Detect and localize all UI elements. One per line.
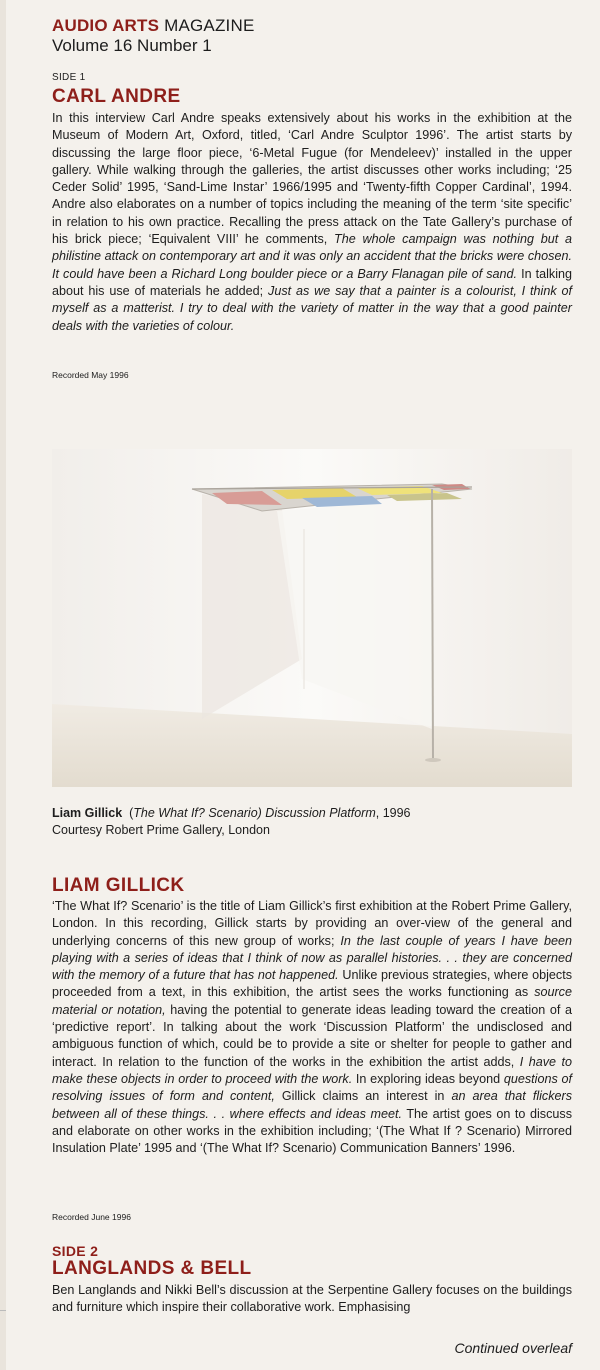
masthead	[52, 16, 254, 56]
text-run: The artist goes on to discuss and elaborate on other works in the exhibition including; ‘(The What If ? Scenario) Mirrored Insulation Plate’ 1995 and ‘(The What If? Scenario) Communication Banners’ 1996.	[52, 1106, 572, 1156]
text-run: In exploring ideas beyond	[352, 1071, 504, 1086]
quote-run: source material or notation,	[52, 985, 572, 1017]
platform-pole	[432, 489, 433, 759]
caption-year: , 1996	[375, 806, 411, 820]
side-2-label: SIDE 2	[52, 1243, 99, 1259]
quote-run: I have to make these objects in order to proceed with the work.	[52, 1054, 572, 1086]
quote-run: Just as we say that a painter is a colourist, I think of myself as a matterist. I try to deal with the variety of matter in the way that a good painter deals with the varieties of colour.	[52, 283, 572, 333]
langlands-bell-description	[52, 1282, 572, 1317]
quote-run: The whole campaign was nothing but a philistine attack on contemporary art and it was only an accident that the bricks were chosen. It could have been a Richard Long boulder piece or a Barry Flanagan pile of sand.	[52, 232, 573, 281]
quote-run: an area that flickers between all of these things. . . where effects and ideas meet.	[52, 1089, 572, 1121]
recorded-date-1: Recorded May 1996	[52, 370, 129, 380]
caption-open-paren: (	[129, 806, 134, 820]
caption-artist: Liam Gillick	[52, 806, 123, 820]
artist-heading-carl-andre: CARL ANDRE	[52, 86, 181, 107]
artist-heading-langlands-bell: LANGLANDS & BELL	[52, 1258, 252, 1279]
text-run: ‘The What If? Scenario’ is the title of Liam Gillick’s first exhibition at the Robert Prime Gallery, London. In this recording, Gillick starts by providing an over-view of the general and underlying concerns of this new group of works;	[52, 899, 572, 948]
caption-title: The What If? Scenario) Discussion Platform	[133, 806, 376, 820]
side-1-label: SIDE 1	[52, 72, 86, 83]
installation-photo	[52, 449, 572, 787]
page-edge	[0, 0, 6, 1370]
quote-run: questions of resolving issues of form and content,	[52, 1071, 572, 1104]
caption-line-1	[52, 805, 572, 822]
caption-courtesy: Courtesy Robert Prime Gallery, London	[52, 823, 270, 837]
recorded-date-2: Recorded June 1996	[52, 1212, 131, 1222]
text-run: In this interview Carl Andre speaks extensively about his works in the exhibition at the Museum of Modern Art, Oxford, titled, ‘Carl Andre Sculptor 1996’. The artist starts by discussing the large floor piece, ‘6-Metal Fugue (for Mendeleev)’ installed in the upper gallery. While walking through the galleries, the artist discusses other works including; ‘25 Ceder Solid’ 1995, ‘Sand-Lime Instar’ 1966/1995 and ‘Twenty-fifth Copper Cardinal’, 1994. Andre also elaborates on a number of topics including the meaning of the term ‘site specific’ in relation to his own practice. Recalling the press attack on the Tate Gallery’s purchase of his brick piece; ‘Equivalent VIII’ he comments,	[52, 111, 572, 247]
magazine-title	[52, 16, 254, 36]
text-run: Unlike previous strategies, where objects proceeded from a text, in this exhibition, the artist sees the works functioning as	[52, 968, 572, 1000]
volume-number: Volume 16 Number 1	[52, 36, 212, 55]
text-run: having the potential to generate ideas leading toward the creation of a ‘predictive report’. In talking about the work ‘Discussion Platform’ the undisclosed and ambiguous function of which, could be to provide a site or shelter for people to gather and interact. In relation to the function of the works in the exhibition the artist adds,	[52, 1002, 572, 1069]
title-rest: MAGAZINE	[164, 16, 255, 35]
artist-heading-liam-gillick: LIAM GILLICK	[52, 875, 185, 896]
text-run: In talking about his use of materials he added;	[52, 266, 573, 298]
carl-andre-description	[52, 110, 572, 335]
continued-overleaf: Continued overleaf	[454, 1340, 572, 1356]
discussion-platform-image	[52, 449, 572, 787]
text-run: Ben Langlands and Nikki Bell’s discussion at the Serpentine Gallery focuses on the buildings and furniture which inspire their collaborative work. Emphasising	[52, 1283, 572, 1315]
brand-name: AUDIO ARTS	[52, 16, 160, 35]
liam-gillick-description	[52, 898, 572, 1157]
quote-run: In the last couple of years I have been playing with a series of ideas that I think of now as parallel histories. . . they are concerned with the memory of a future that has not happened.	[52, 933, 572, 983]
margin-mark	[0, 1310, 6, 1311]
text-run: Gillick claims an interest in	[274, 1089, 452, 1104]
photo-caption	[52, 805, 572, 839]
